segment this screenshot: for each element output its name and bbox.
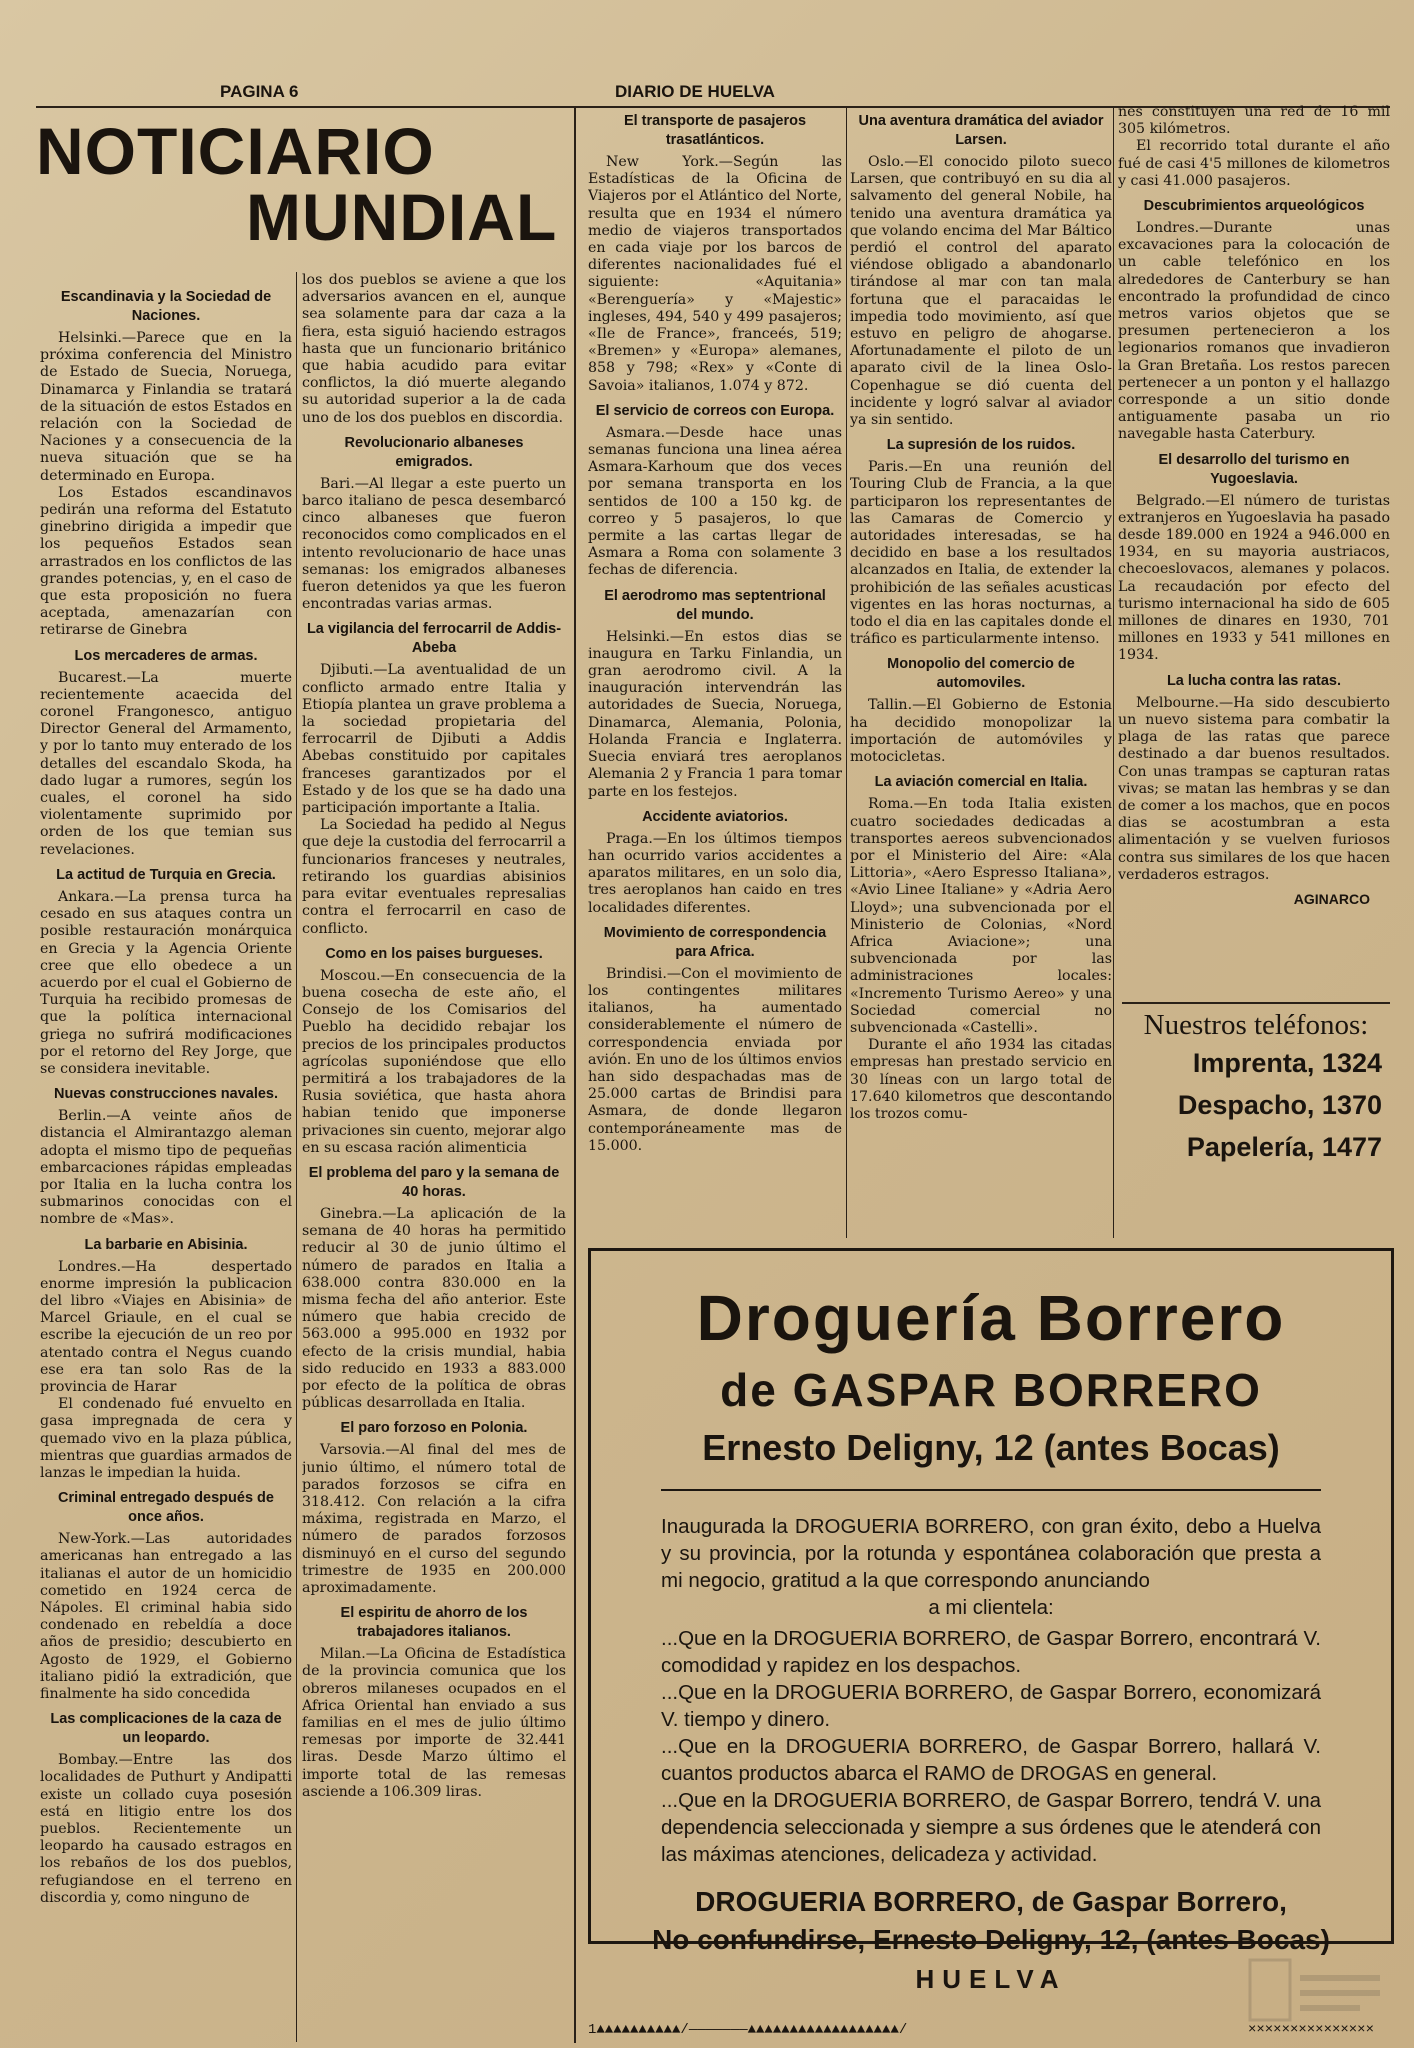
article-headline: La actitud de Turquia en Grecia. (56, 866, 276, 883)
signature: AGINARCO (1293, 890, 1370, 907)
article-paragraph: El condenado fué envuelto en gasa impregnada de cera y quemado vivo en la plaza pública, mientras que guardias armados de lanzas le impedian la huida. (40, 1396, 292, 1481)
article (588, 587, 842, 801)
article-paragraph: Los Estados escandinavos pedirán una reforma del Estatuto ginebrino dirigida a impedir que los pequeños Estados sean arrastrados en los conflictos de las grandes potencias, y, en el caso de que esta proposición no fuera aceptada, amenazarían con retirarse de Ginebra (40, 484, 292, 639)
phone-papeleria: Papelería, 1477 (1186, 1132, 1382, 1162)
phones-box (1122, 1005, 1390, 1215)
article-paragraph: los dos pueblos se aviene a que los adversarios avancen en el, aunque sea solamente para dar caza a la fiera, esta siguió haciendo estragos hasta que un funcionario británico que habia acudido para evitar conflictos, la dió muerte alegando su autoridad superior a la de cada uno de los dos pueblos en discordia. (302, 272, 566, 426)
article-headline: El aerodromo mas septentrional del mundo. (604, 587, 826, 623)
phones-title: Nuestros teléfonos: (1143, 1009, 1369, 1041)
article-paragraph: Helsinki.—Parece que en la próxima conferencia del Ministro de Estado de Suecia, Noruega, Dinamarca y Finlandia se tratará de la situación de estos Estados en relación con la Sociedad de Naciones y a consecuencia de la nueva situación que se ha determinado en Europa. (40, 330, 292, 484)
article (40, 1085, 292, 1228)
phones-rule (1122, 1002, 1390, 1004)
article (302, 272, 566, 427)
article (850, 112, 1112, 429)
article-headline: El paro forzoso en Polonia. (340, 1420, 528, 1437)
article-headline: La supresión de los ruidos. (886, 437, 1076, 454)
article (302, 620, 566, 937)
ad-footer-2: No confundirse, Ernesto Deligny, 12, (antes Bocas) (652, 1924, 1330, 1955)
article-paragraph: Roma.—En toda Italia existen cuatro sociedades dedicadas a transportes aereos subvencionados por el Ministerio del Aire: «Ala Littoria», «Aero Espresso Italiana», «Avio Linee Italiane» y «Adria Aero Lloyd»; una subvencionada por el Ministerio de Colonias, «Nord Africa Aviacione»; una subvencionada por las administraciones locales: «Incremento Turismo Aereo» y una Sociedad comercial no subvencionada «Castelli». (850, 796, 1112, 1036)
article (302, 1419, 566, 1597)
article-paragraph: Paris.—En una reunión del Touring Club de Francia, a la que participaron los representantes de las Camaras de Comercio y autoridades interesadas, se ha decidido en base a los resultados alcanzados en Italia, de extender la prohibición de las señales acusticas vigentes en las horas nocturnas, a todo el dia en las capitales donde el tráfico es particularmente intenso. (850, 459, 1112, 648)
ad-intro-end: a mi clientela: (928, 1596, 1054, 1619)
article (40, 1710, 292, 1907)
article-headline: Como en los paises burgueses. (325, 945, 543, 962)
article (302, 1604, 566, 1801)
article-paragraph: Praga.—En los últimos tiempos han ocurrido varios accidentes a aparatos militares, en un solo dia, tres aeroplanos han caido en tres localidades diferentes. (588, 830, 842, 916)
article-headline: Movimiento de correspondencia para Africa. (603, 924, 827, 960)
article (850, 655, 1112, 766)
ad-divider (661, 1489, 1321, 1491)
article (850, 436, 1112, 648)
article (850, 773, 1112, 1123)
ad-body (661, 1513, 1321, 1868)
masthead-line1: NOTICIARIO (36, 114, 435, 188)
article-paragraph: Belgrado.—El número de turistas extranjeros en Yugoeslavia ha pasado desde 189.000 en 1924 a 946.000 en 1934, en su mayoria austriacos, checoeslovacos, alemanes y polacos. La recaudación por efecto del turismo internacional ha sido de 605 millones de dinares en 1930, 701 millones en 1933 y 541 millones en 1934. (1118, 492, 1390, 664)
article (302, 945, 566, 1157)
article-headline: Nuevas construcciones navales. (53, 1086, 279, 1103)
article-headline: Las complicaciones de la caza de un leopardo. (50, 1711, 282, 1747)
article (1118, 104, 1390, 190)
column-4 (850, 106, 1112, 1241)
article-paragraph: Melbourne.—Ha sido descubierto un nuevo sistema para combatir la plaga de las ratas que parece destinado a dar buenos resultados. Con unas trampas se capturan ratas vivas; se matan las hembras y se dan de comer a los machos, que en pocos dias se acostumbran a esta alimentación y se vuelven furiosos contra sus similares de los que hacen verdaderos estragos. (1118, 694, 1390, 883)
article-headline: Una aventura dramática del aviador Larsen. (858, 113, 1104, 148)
column-5-articles (1118, 104, 1390, 884)
article-paragraph: Asmara.—Desde hace unas semanas funciona una linea aérea Asmara-Karhoum que dos veces por semana transporta en los sentidos de 100 a 150 kg. de correo y 5 pasajeros, lo que permite a las cartas llegar de Asmara a Roma con solamente 3 fechas de diferencia. (588, 424, 842, 579)
article-paragraph: La Sociedad ha pedido al Negus que deje la custodia del ferrocarril a funcionarios franceses y neutrales, retirando los guardias abisinios para evitar eventuales represalias contra el ferrocarril en caso de conflicto. (302, 817, 566, 937)
article-paragraph: Milan.—La Oficina de Estadística de la provincia comunica que los obreros milaneses ocupados en el Africa Oriental han enviado a sus familias en el mes de julio último remesas por importe de 32.441 liras. Desde Marzo último el importe total de las remesas asciende a 106.309 liras. (302, 1646, 566, 1800)
article-headline: Descubrimientos arqueológicos (1143, 198, 1365, 215)
ad-point: ...Que en la DROGUERIA BORRERO, de Gaspar Borrero, hallará V. cuantos productos abarca el RAMO de DROGAS en general. (661, 1735, 1321, 1785)
article (40, 866, 292, 1078)
article-paragraph: Bombay.—Entre las dos localidades de Puthurt y Andipatti existe un collado cuya posesión está en litigio entre los dos pueblos. Recientemente un leopardo ha causado estragos en los rebaños de los dos pueblos, refugiandose en el terreno en discordia y, como ninguno de (40, 1752, 292, 1906)
article-headline: Monopolio del comercio de automoviles. (887, 656, 1075, 692)
article-paragraph: Moscou.—En consecuencia de la buena cosecha de este año, el Consejo de los Comisarios del Pueblo ha decidido rebajar los precios de los principales productos agrícolas suponiéndose que ello permitirá a los trabajadores de la Rusia soviética, que hasta ahora habian tenido que imponerse privaciones sin cuento, mejorar algo en su escasa ración alimenticia (302, 967, 566, 1156)
ad-intro-text: Inaugurada la DROGUERIA BORRERO, con gran éxito, debo a Huelva y su provincia, por la rotunda y espontánea colaboración que presta a mi negocio, gratitud a la que correspondo anunciando (661, 1515, 1321, 1592)
article-paragraph: Djibuti.—La aventualidad de un conflicto armado entre Italia y Etiopía plantea un grave problema a la sociedad propietaria del ferrocarril de Djibuti a Addis Abebas constituido por capitales franceses garantizados por el Estado y de los que se ha dado una participación importante a Italia. (302, 662, 566, 817)
article-paragraph: Durante el año 1934 las citadas empresas han prestado servicio en 30 líneas con un largo total de 17.640 kilometros que descontando los trozos comu- (850, 1037, 1112, 1122)
article (40, 1236, 292, 1483)
article-paragraph: Bucarest.—La muerte recientemente acaecida del coronel Frangonesco, antiguo Director General del Armamento, y por lo tanto muy enterado de los detalles del escandalo Skoda, ha dado lugar a rumores, según los cuales, el coronel ha sido violentamente suprimido por orden de los que temian sus revelaciones. (40, 669, 292, 858)
article-paragraph: Berlin.—A veinte años de distancia el Almirantazgo aleman adopta el mismo tipo de pequeñas embarcaciones rápidas empleadas por Italia en la lucha contra los submarinos conocidas con el nombre de «Mas». (40, 1108, 292, 1228)
ad-store-name: Droguería Borrero (696, 1282, 1286, 1354)
article (40, 288, 292, 640)
article-paragraph: New York.—Según las Estadísticas de la Oficina de Viajeros por el Atlántico del Norte, resulta que en 1934 el número medio de viajeros transportados en cada viaje por los barcos de diferentes nacionalidades fué el siguiente: «Aquitania» «Berenguería» y «Majestic» ingleses, 494, 540 y 499 pasajeros; «Ile de France», franceés, 519; «Bremen» y «Europa» alemanes, 858 y 798; «Rex» y «Conte di Savoia» italianos, 1.074 y 872. (588, 154, 842, 394)
column-rule (296, 272, 297, 2042)
masthead-line2: MUNDIAL (246, 180, 558, 254)
article (588, 402, 842, 580)
article-paragraph: Ginebra.—La aplicación de la semana de 40 horas ha permitido reducir al 30 de junio último el número de parados en Italia a 638.000 contra 830.000 en la misma fecha del año anterior. Este número que habia crecido de 563.000 a 995.000 en 1932 por efecto de la crisis mundial, habia sido reducido en 1933 a 883.000 por efecto de la política de obras públicas desarrollada en Italia. (302, 1205, 566, 1412)
article (588, 808, 842, 917)
column-rule (846, 108, 847, 1238)
article (40, 647, 292, 859)
article-headline: Revolucionario albaneses emigrados. (344, 434, 524, 470)
article (1118, 672, 1390, 884)
archive-watermark-icon (1240, 1950, 1390, 2030)
column-5 (1118, 104, 1390, 994)
ad-city: HUELVA (915, 1964, 1067, 1994)
article-headline: La barbarie en Abisinia. (84, 1236, 248, 1253)
article-headline: La aviación comercial en Italia. (874, 774, 1088, 791)
phone-imprenta: Imprenta, 1324 (1192, 1048, 1382, 1078)
article-paragraph: Tallin.—El Gobierno de Estonia ha decidido monopolizar la importación de automóviles y motocicletas. (850, 697, 1112, 766)
column-3 (588, 106, 842, 1241)
article-paragraph: nes constituyen una red de 16 mil 305 kilómetros. (1118, 104, 1390, 138)
article-headline: Escandinavia y la Sociedad de Naciones. (60, 289, 272, 324)
article-paragraph: Brindisi.—Con el movimiento de los contingentes militares italianos, ha aumentado considerablemente el número de correspondencia enviada por avión. En uno de los últimos envios han sido despachadas mas de 25.000 cartas de Brindisi para Asmara, de donde llegaron contemporáneamente mas de 15.000. (588, 965, 842, 1154)
article-headline: La vigilancia del ferrocarril de Addis-Abeba (306, 621, 562, 657)
article (1118, 451, 1390, 665)
article-paragraph: Bari.—Al llegar a este puerto un barco italiano de pesca desembarcó cinco albaneses que fueron reconocidos como complicados en el intento revolucionario de hace unas semanas: los emigrados albaneses fueron detenidos ya que les fueron encontradas varias armas. (302, 475, 566, 613)
article-paragraph: Varsovia.—Al final del mes de junio último, el número total de parados forzosos se cifra en 318.412. Con relación a la cifra máxima, registrada en Marzo, el número de parados forzosos disminuyó en el curso del segundo trimestre de 1935 en 200.000 aproximadamente. (302, 1442, 566, 1596)
ad-intro (661, 1513, 1321, 1621)
column-2 (302, 272, 566, 2047)
article-headline: El transporte de pasajeros trasatlánticos. (623, 113, 807, 148)
article-headline: La lucha contra las ratas. (1166, 672, 1342, 689)
article (302, 434, 566, 614)
article-paragraph: New-York.—Las autoridades americanas han entregado a las italianas el autor de un homicidio cometido en 1924 cerca de Nápoles. El criminal habia sido condenado en rebeldía a doce años de presidio; descubierto en Agosto de 1929, el Gobierno italiano pidió la extradición, que finalmente ha sido concedida (40, 1531, 292, 1703)
article-headline: Los mercaderes de armas. (74, 647, 258, 664)
article (302, 1164, 566, 1412)
page-header (30, 82, 1384, 106)
page-number: PAGINA 6 (220, 82, 299, 101)
article-headline: Accidente aviatorios. (642, 808, 788, 825)
article (588, 112, 842, 395)
article-headline: Criminal entregado después de once años. (58, 1490, 274, 1526)
ad-owner: de GASPAR BORRERO (720, 1364, 1262, 1416)
article-headline: El problema del paro y la semana de 40 horas. (308, 1164, 560, 1200)
article-paragraph: Londres.—Ha despertado enorme impresión la publicacion del libro «Viajes en Abisinia» de Marcel Griaule, en el cual se escribe la ejecución de un reo por atentado contra el Negus cuando ese era tan solo Ras de la provincia de Harar (40, 1258, 292, 1395)
ad-address: Ernesto Deligny, 12 (antes Bocas) (702, 1427, 1280, 1468)
newspaper-name: DIARIO DE HUELVA (615, 82, 775, 101)
column-rule (1113, 108, 1114, 1238)
article-paragraph: Londres.—Durante unas excavaciones para la colocación de un cable telefónico en los alrededores de Canterbury se han encontrado la profundidad de cinco metros varios objetos que se presumen pertenecieron a los legionarios romanos que invadieron la Gran Bretaña. Los restos parecen pertenecer a un ponton y el hallazgo corresponde a un sitio donde antiguamente pasaba un rio navegable hasta Caterbury. (1118, 220, 1390, 443)
article (40, 1489, 292, 1703)
article-paragraph: El recorrido total durante el año fué de casi 4'5 millones de kilometros y casi 41.000 pasajeros. (1118, 138, 1390, 189)
phone-despacho: Despacho, 1370 (1177, 1090, 1382, 1120)
drogueria-advertisement (588, 1248, 1394, 1994)
article-paragraph: Ankara.—La prensa turca ha cesado en sus ataques contra un posible restauración monárquica en Grecia y la Agencia Oriente cree que ello obedece a un acuerdo por el cual el Gobierno de Turquia ha recibido promesas de que la política internacional griega no sufrirá modificaciones por el retorno del Rey Jorge, que se considera inevitable. (40, 888, 292, 1077)
section-masthead (36, 114, 566, 254)
column-rule (574, 108, 576, 2043)
article (588, 924, 842, 1155)
article-paragraph: Oslo.—El conocido piloto sueco Larsen, que contribuyó en su dia al salvamento del general Nobile, ha tenido una aventura dramática ya que volando encima del Mar Báltico perdió el control del aparato viéndose obligado a abandonarlo tirándose al mar con tan mala fortuna que el paracaidas le impedia todo movimiento, así que estuvo en peligro de ahogarse. Afortunadamente el piloto de un aparato civil de la linea Oslo-Copenhague se dió cuenta del incidente y logró salvar al aviador ya sin sentido. (850, 154, 1112, 429)
ad-footer-1: DROGUERIA BORRERO, de Gaspar Borrero, (695, 1886, 1287, 1917)
article-headline: El servicio de correos con Europa. (595, 402, 835, 419)
ad-point: ...Que en la DROGUERIA BORRERO, de Gaspar Borrero, tendrá V. una dependencia seleccionada y siempre a sus órdenes que le atenderá con las máximas atenciones, delicadeza y actividad. (661, 1789, 1321, 1866)
column-1 (40, 282, 292, 2042)
article-headline: El espiritu de ahorro de los trabajadores italianos. (340, 1605, 528, 1641)
bottom-ornament-left: 1▲▲▲▲▲▲▲▲▲▲/———————▲▲▲▲▲▲▲▲▲▲▲▲▲▲▲▲▲▲/ (588, 2022, 908, 2038)
ad-point: ...Que en la DROGUERIA BORRERO, de Gaspar Borrero, encontrará V. comodidad y rapidez en los despachos. (661, 1627, 1321, 1677)
article (1118, 197, 1390, 444)
bottom-ornament-right: ××××××××××××××× (1247, 2022, 1374, 2038)
article-paragraph: Helsinki.—En estos dias se inaugura en Tarku Finlandia, un gran aerodromo civil. A la inauguración intervendrán las autoridades de Suecia, Noruega, Dinamarca, Alemania, Polonia, Holanda Francia e Inglaterra. Suecia enviará tres aeroplanos Alemania 2 y Francia 1 para tomar parte en los festejos. (588, 628, 842, 800)
ad-point: ...Que en la DROGUERIA BORRERO, de Gaspar Borrero, economizará V. tiempo y dinero. (661, 1681, 1321, 1731)
article-headline: El desarrollo del turismo en Yugoeslavia. (1158, 451, 1350, 487)
